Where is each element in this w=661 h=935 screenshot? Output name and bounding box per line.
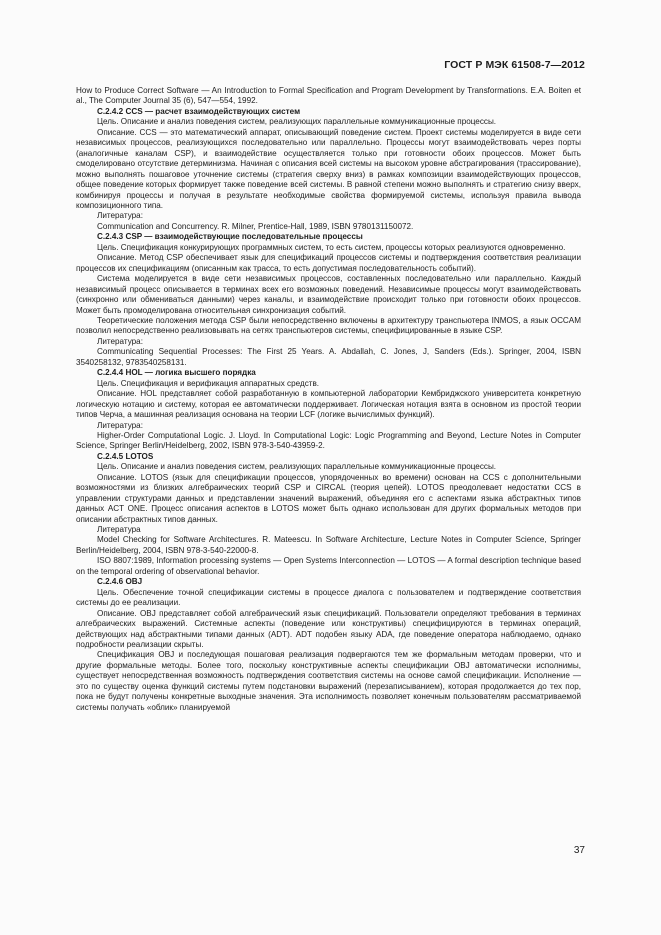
paragraph: Система моделируется в виде сети независимых процессов, составленных последовательно или параллельно. Каждый независимый процесс описывается в терминах всех его возможных поведений. Независимые процессы могут взаимодействовать (синхронно или обмениваться данными) через каналы, и взаимодействие происходит только при готовности обоих процессов. Может быть промоделирована относительная синхронизация событий.: [76, 274, 581, 315]
paragraph: Цель. Спецификация конкурирующих программных систем, то есть систем, процессы которых реализуются одновременно.: [97, 242, 566, 252]
page-body: [76, 86, 581, 713]
reference-paragraph: Higher-Order Computational Logic. J. Lloyd. In Computational Logic: Logic Programming and Beyond, Lecture Notes in Computer Science, Springer Berlin/Heidelberg, 2002, ISBN 978-3-540-43959-2.: [76, 430, 581, 451]
section-heading-hol: C.2.4.4 HOL — логика высшего порядка: [97, 368, 256, 378]
paragraph: Цель. Обеспечение точной спецификации системы в процессе диалога с пользователем и подтверждение соответствия системы до ее реализации.: [76, 587, 581, 608]
reference-paragraph: ISO 8807:1989, Information processing systems — Open Systems Interconnection — LOTOS — A formal description technique based on the temporal ordering of observational behavior.: [76, 556, 581, 576]
paragraph: Цель. Описание и анализ поведения систем, реализующих параллельные коммуникационные процессы.: [97, 462, 497, 472]
literature-label: Литература:: [97, 336, 143, 346]
section-heading-ccs: C.2.4.2 CCS — расчет взаимодействующих систем: [97, 106, 301, 116]
reference-paragraph: Communicating Sequential Processes: The First 25 Years. A. Abdallah, C. Jones, J, Sanders (Eds.). Springer, 2004, ISBN 3540258132, 9783540258131.: [76, 347, 581, 367]
paragraph: Описание. CCS — это математический аппарат, описывающий поведение систем. Проект системы моделируется в виде сети независимых процессов, реализующихся последовательно или параллельно. Процессы могут взаимодействовать через порты (аналогичные каналам CSP), и взаимодействие осуществляется только при готовности обоих процессов. Может быть смоделировано отсутствие детерминизма. Начиная с описания всей системы на высоком уровне абстрагирования (трассирование), можно выполнять пошаговое уточнение системы (стратегия сверху вниз) в рамках композиции взаимодействующих процессов, общее поведение которых формирует также поведение всей системы. В равной степени можно выполнять и стратегию снизу вверх, комбинируя процессы и получая в результате необходимые свойства формируемой системы, используя правила вывода композиционного типа.: [76, 127, 581, 210]
section-heading-lotos: C.2.4.5 LOTOS: [97, 451, 154, 461]
paragraph: Спецификация OBJ и последующая пошаговая реализация подвергаются тем же формальным методам проверки, что и другие формальные методы. Более того, поскольку конструктивные аспекты спецификации OBJ автоматически исполнимы, существует непосредственная возможность подтверждения соответствия системы на основе самой спецификации. Исполнение — это по существу оценка функций системы путем подстановки выражений (перезаписыванием), которая продолжается до тех пор, пока не будут получены конкретные выходные значения. Эта исполнимость позволяет конечным пользователям рассматриваемой системы получать «облик» планируемой: [76, 650, 581, 712]
standard-header: ГОСТ Р МЭК 61508-7—2012: [444, 59, 585, 71]
literature-label: Литература: [97, 525, 141, 535]
literature-label: Литература:: [97, 420, 143, 430]
page-number: 37: [573, 845, 585, 856]
paragraph: Цель. Спецификация и верификация аппаратных средств.: [97, 378, 320, 388]
reference-paragraph: How to Produce Correct Software — An Introduction to Formal Specification and Program Development by Transformations. E.A. Boiten et al., The Computer Journal 35 (6), 547—554, 1992.: [76, 86, 581, 106]
section-heading-csp: C.2.4.3 CSP — взаимодействующие последовательные процессы: [97, 232, 363, 242]
reference-paragraph: Communication and Concurrency. R. Milner, Prentice-Hall, 1989, ISBN 9780131150072.: [97, 221, 414, 231]
literature-label: Литература:: [97, 211, 143, 221]
reference-paragraph: Model Checking for Software Architectures. R. Mateescu. In Software Architecture, Lecture Notes in Computer Science, Springer Berlin/Heidelberg, 2004, ISBN 978-3-540-22000-8.: [76, 535, 581, 555]
paragraph: Описание. Метод CSP обеспечивает язык для спецификаций процессов системы и подтверждения соответствия реализации процессов их спецификациям (описанным как трасса, то есть допустимая последовательность событий).: [76, 253, 581, 273]
paragraph: Описание. HOL представляет собой разработанную в компьютерной лаборатории Кембриджского университета конкретную логическую нотацию и систему, которая ее автоматически поддерживает. Логическая нотация взята в основном из простой теории типов Черча, а машинная реализация основана на теории LCF (логике вычислимых функций).: [76, 389, 581, 420]
paragraph: Описание. OBJ представляет собой алгебраический язык спецификаций. Пользователи определяют требования в терминах алгебраических выражений. Системные аспекты (поведение или конструктивы) специфицируются в терминах операций, действующих над абстрактными типами данных (ADT). ADT подобен языку ADA, где поведение оператора наблюдаемо, однако подробности реализации скрыты.: [76, 608, 581, 650]
paragraph: Описание. LOTOS (язык для спецификации процессов, упорядоченных во времени) основан на CCS с дополнительными возможностями из близких алгебраических теорий CSP и CIRCAL (теория цепей). LOTOS преодолевает недостатки CCS в управлении структурами данных и представлении значений выражений, объединяя его с аспектами языка абстрактных типов данных ACT ONE. Процесс описания аспектов в LOTOS может быть однако использован для других формальных методов при описании абстрактных типов данных.: [76, 472, 581, 524]
paragraph: Цель. Описание и анализ поведения систем, реализующих параллельные коммуникационные процессы.: [97, 117, 497, 127]
section-heading-obj: C.2.4.6 OBJ: [97, 577, 143, 587]
paragraph: Теоретические положения метода CSP были непосредственно включены в архитектуру транспьютера INMOS, а язык OCCAM позволил непосредственно реализовывать на сетях транспьютеров системы, специфицированные в языке CSP.: [76, 315, 581, 336]
